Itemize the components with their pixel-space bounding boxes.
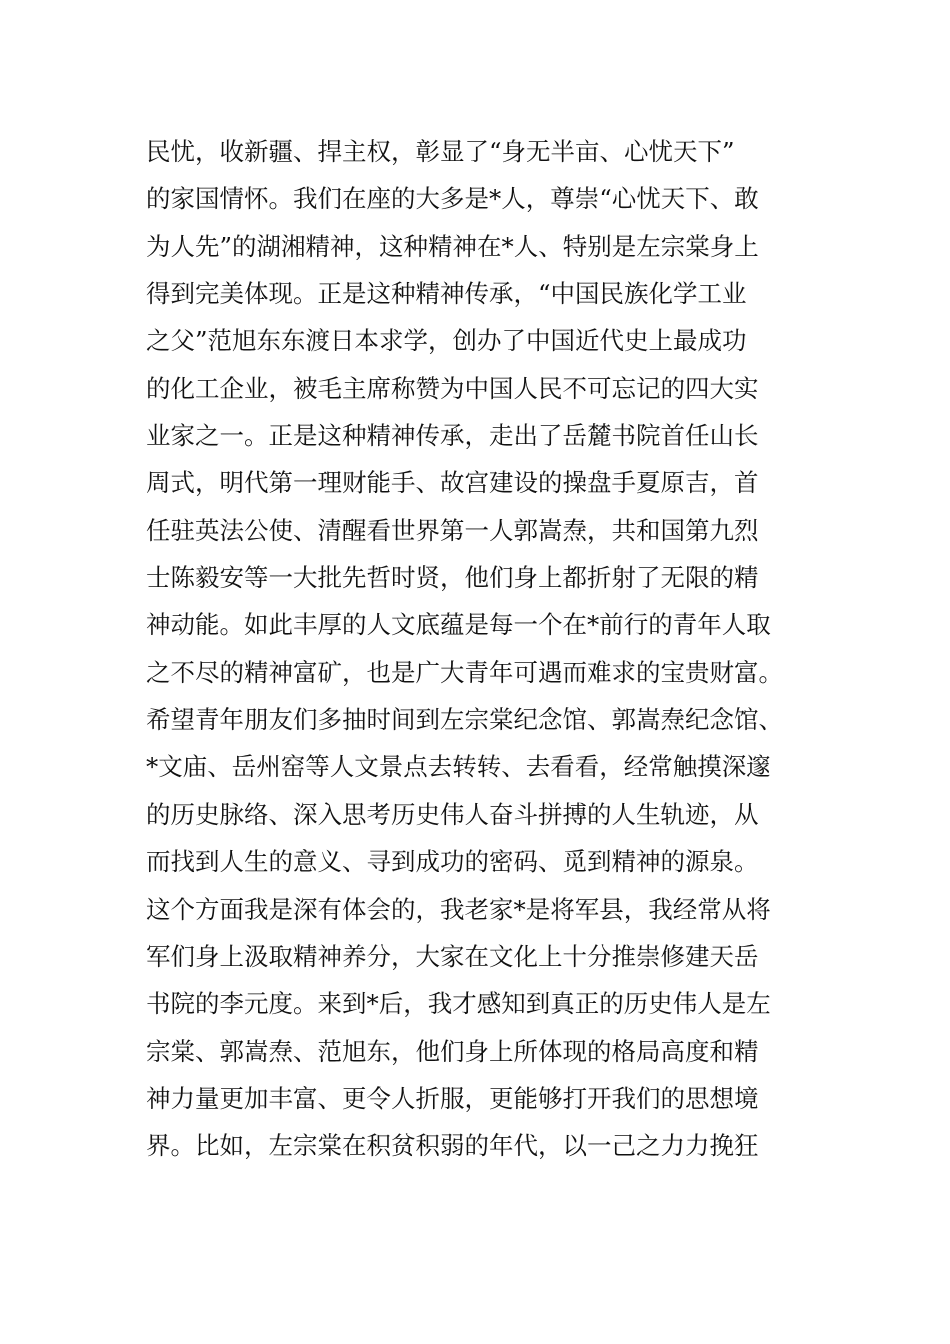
text-line: 书院的李元度。来到*后，我才感知到真正的历史伟人是左	[146, 989, 771, 1019]
text-line: 之不尽的精神富矿，也是广大青年可遇而难求的宝贵财富。	[146, 657, 783, 687]
text-line: 神力量更加丰富、更令人折服，更能够打开我们的思想境	[146, 1083, 759, 1113]
text-line: 的化工企业，被毛主席称赞为中国人民不可忘记的四大实	[146, 373, 759, 403]
text-line: 为人先”的湖湘精神，这种精神在*人、特别是左宗棠身上	[146, 231, 759, 261]
text-line: 的历史脉络、深入思考历史伟人奋斗拼搏的人生轨迹，从	[146, 799, 759, 829]
text-line: 而找到人生的意义、寻到成功的密码、觅到精神的源泉。	[146, 847, 759, 877]
body-text	[146, 128, 816, 1170]
text-line: *文庙、岳州窑等人文景点去转转、去看看，经常触摸深邃	[146, 752, 771, 782]
text-line: 任驻英法公使、清醒看世界第一人郭嵩焘，共和国第九烈	[146, 515, 759, 545]
text-line: 之父”范旭东东渡日本求学，创办了中国近代史上最成功	[146, 326, 747, 356]
text-line: 民忧，收新疆、捍主权，彰显了“身无半亩、心忧天下”	[146, 137, 735, 166]
text-line: 宗棠、郭嵩焘、范旭东，他们身上所体现的格局高度和精	[146, 1036, 759, 1066]
text-line: 军们身上汲取精神养分，大家在文化上十分推崇修建天岳	[146, 941, 759, 971]
text-line: 周式，明代第一理财能手、故宫建设的操盘手夏原吉，首	[146, 468, 759, 498]
text-line: 得到完美体现。正是这种精神传承，“中国民族化学工业	[146, 279, 747, 309]
text-line: 神动能。如此丰厚的人文底蕴是每一个在*前行的青年人取	[146, 610, 771, 640]
text-line: 界。比如，左宗棠在积贫积弱的年代，以一己之力力挽狂	[146, 1131, 759, 1161]
text-line: 希望青年朋友们多抽时间到左宗棠纪念馆、郭嵩焘纪念馆、	[146, 705, 783, 735]
text-line: 士陈毅安等一大批先哲时贤，他们身上都折射了无限的精	[146, 563, 759, 593]
text-line: 业家之一。正是这种精神传承，走出了岳麓书院首任山长	[146, 421, 759, 451]
text-line: 这个方面我是深有体会的，我老家*是将军县，我经常从将	[146, 894, 771, 924]
text-line: 的家国情怀。我们在座的大多是*人，尊崇“心忧天下、敢	[146, 184, 759, 214]
